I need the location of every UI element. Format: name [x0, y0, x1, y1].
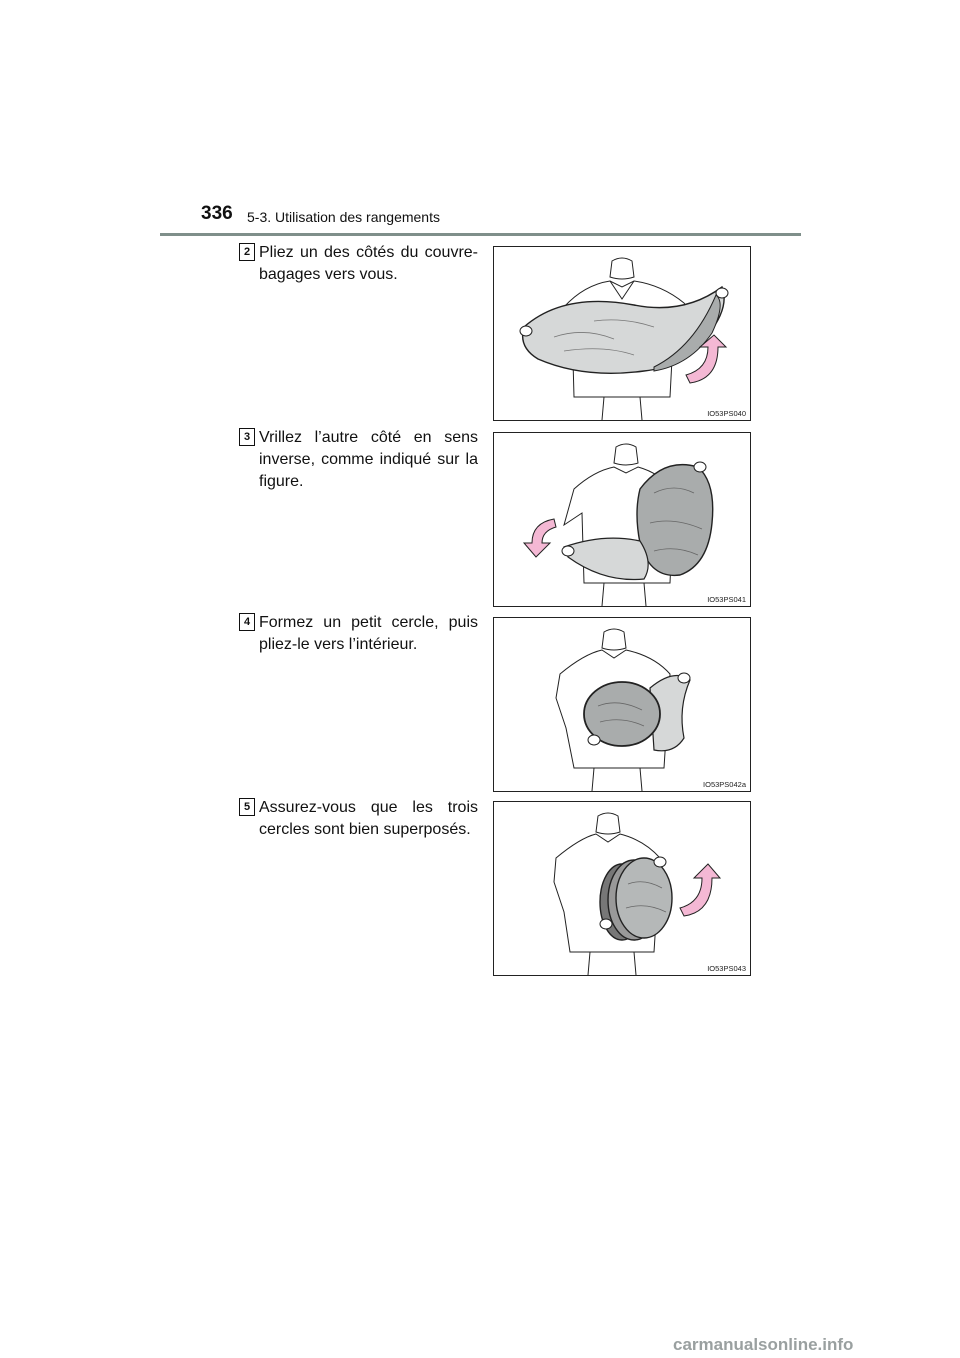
figure-code: IO53PS041 [707, 595, 746, 604]
page-number: 336 [201, 203, 233, 224]
figure-code: IO53PS043 [707, 964, 746, 973]
step-text-3: Vrillez l’autre côté en sens inverse, comme indiqué sur la figure. [259, 429, 478, 490]
section-title: 5-3. Utilisation des rangements [247, 209, 440, 225]
watermark: carmanualsonline.info [673, 1335, 854, 1354]
figure-step-3 [493, 432, 751, 607]
illustration-small-circle [494, 618, 750, 791]
header-rule [160, 233, 801, 236]
step-badge-3: 3 [239, 428, 255, 446]
step-text-4: Formez un petit cercle, puis pliez-le vers l’intérieur. [259, 614, 478, 653]
illustration-twist-side [494, 433, 750, 606]
illustration-superposed-circles [494, 802, 750, 975]
step-text-2: Pliez un des côtés du couvre-bagages vers vous. [259, 244, 478, 283]
curved-arrow-icon [524, 519, 556, 557]
illustration-fold-side [494, 247, 750, 420]
figure-code: IO53PS040 [707, 409, 746, 418]
figure-code: IO53PS042a [703, 780, 746, 789]
step-badge-2: 2 [239, 243, 255, 261]
figure-step-4 [493, 617, 751, 792]
step-badge-5: 5 [239, 798, 255, 816]
curved-arrow-icon [680, 864, 720, 916]
step-badge-4: 4 [239, 613, 255, 631]
step-text-5: Assurez-vous que les trois cercles sont bien superposés. [259, 799, 478, 838]
figure-step-2 [493, 246, 751, 421]
figure-step-5 [493, 801, 751, 976]
